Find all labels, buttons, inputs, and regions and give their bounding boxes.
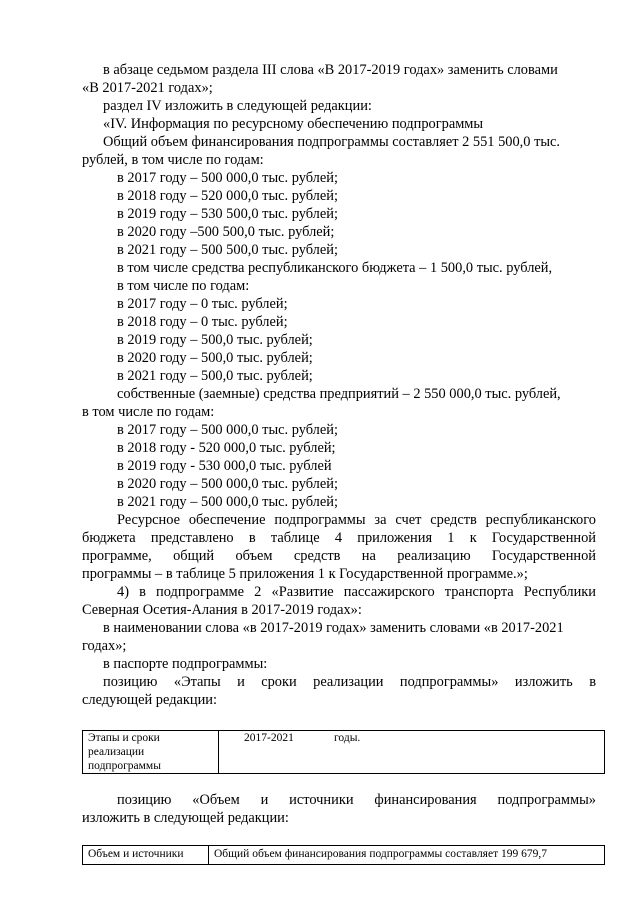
text-line: программы – в таблице 5 приложения 1 к Государственной программе.»; [82,566,528,582]
table-value-years: 2017-2021 [244,732,294,744]
table-label: подпрограммы [88,760,161,772]
list-item: в 2019 году – 530 500,0 тыс. рублей; [117,206,338,222]
list-item: в 2018 году – 0 тыс. рублей; [117,314,288,330]
text-line: бюджета представлено в таблице 4 приложения 1 к Государственной [82,530,596,546]
text-line: годах»; [82,638,127,654]
table-label: Объем и источники [88,848,184,860]
list-item: в 2020 году – 500,0 тыс. рублей; [117,350,313,366]
text-line: «В 2017-2021 годах»; [82,80,213,96]
text-line: в абзаце седьмом раздела III слова «В 2017-2019 годах» заменить словами [103,62,558,78]
list-item: в 2020 году –500 500,0 тыс. рублей; [117,224,335,240]
text-line: в том числе по годам: [117,278,250,294]
text-line: в наименовании слова «в 2017-2019 годах» заменить словами «в 2017-2021 [103,620,564,636]
table-label: Этапы и сроки [88,732,160,744]
text-line: 4) в подпрограмме 2 «Развитие пассажирского транспорта Республики [117,584,596,600]
table-divider [208,845,209,865]
text-line: в паспорте подпрограммы: [103,656,268,672]
list-item: в 2018 году – 520 000,0 тыс. рублей; [117,188,338,204]
text-line: программе, общий объем средств на реализацию Государственной [82,548,596,564]
list-item: в 2021 году – 500 000,0 тыс. рублей; [117,494,338,510]
list-item: в 2017 году – 500 000,0 тыс. рублей; [117,422,338,438]
list-item: в 2020 году – 500 000,0 тыс. рублей; [117,476,338,492]
text-line: следующей редакции: [82,692,217,708]
text-line: раздел IV изложить в следующей редакции: [103,98,372,114]
text-line: в том числе по годам: [82,404,215,420]
text-line: позицию «Объем и источники финансирования подпрограммы» [117,792,596,808]
text-line: рублей, в том числе по годам: [82,152,264,168]
list-item: в 2017 году – 0 тыс. рублей; [117,296,288,312]
text-line: Ресурсное обеспечение подпрограммы за счет средств республиканского [117,512,596,528]
list-item: в 2019 году – 500,0 тыс. рублей; [117,332,313,348]
table-divider [218,730,219,774]
list-item: в 2018 году - 520 000,0 тыс. рублей; [117,440,336,456]
text-line: Общий объем финансирования подпрограммы составляет 2 551 500,0 тыс. [103,134,561,150]
table-value-unit: годы. [334,732,361,744]
list-item: в 2021 году – 500,0 тыс. рублей; [117,368,313,384]
list-item: в 2017 году – 500 000,0 тыс. рублей; [117,170,338,186]
text-line: изложить в следующей редакции: [82,810,289,826]
section-heading: «IV. Информация по ресурсному обеспечению подпрограммы [103,116,484,132]
text-line: Северная Осетия-Алания в 2017-2019 годах»: [82,602,362,618]
text-line: позицию «Этапы и сроки реализации подпрограммы» изложить в [103,674,596,690]
text-line: в том числе средства республиканского бюджета – 1 500,0 тыс. рублей, [117,260,553,276]
list-item: в 2021 году – 500 500,0 тыс. рублей; [117,242,338,258]
text-line: собственные (заемные) средства предприятий – 2 550 000,0 тыс. рублей, [117,386,561,402]
list-item: в 2019 году - 530 000,0 тыс. рублей [117,458,332,474]
table-value: Общий объем финансирования подпрограммы составляет 199 679,7 [214,848,547,860]
table-label: реализации [88,746,145,758]
